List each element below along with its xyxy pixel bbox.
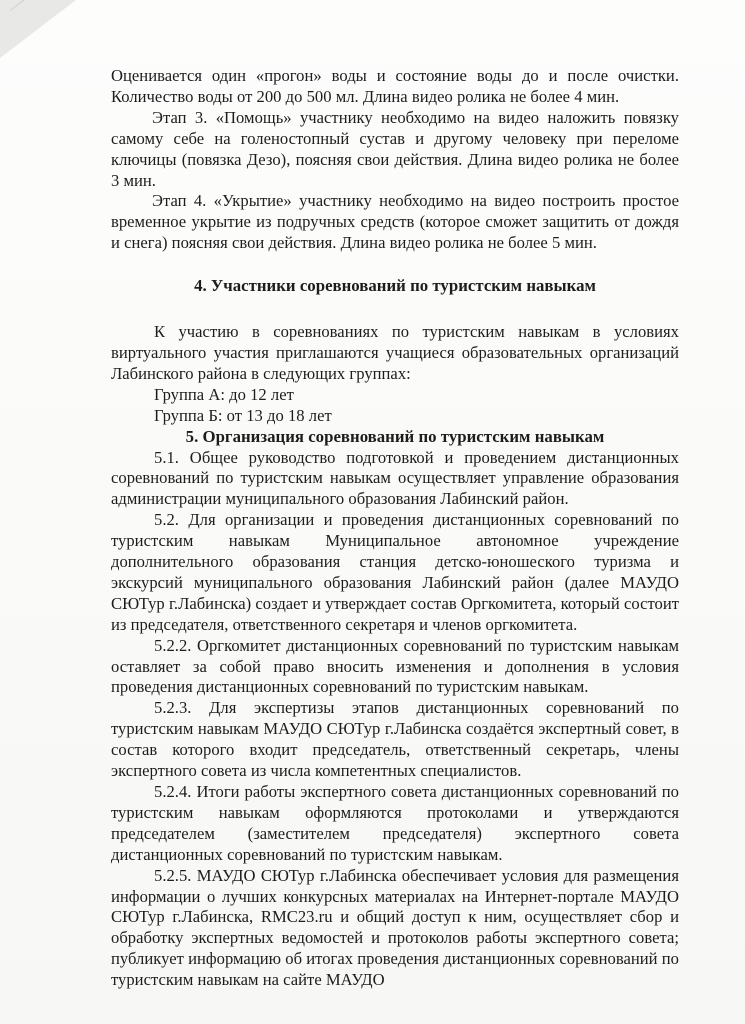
item-5-2-2: 5.2.2. Оргкомитет дистанционных соревнований по туристским навыкам оставляет за собой право вносить изменения и дополнения в условия проведения дистанционных соревнований по туристским навыкам. — [111, 635, 679, 697]
item-5-2-4: 5.2.4. Итоги работы экспертного совета дистанционных соревнований по туристским навыкам оформляются протоколами и утверждаются председателем (заместителем председателя) экспертного совета дистанционных соревнований по туристским навыкам. — [111, 782, 679, 864]
item-5-2: 5.2. Для организации и проведения дистанционных соревнований по туристским навыкам Муниципальное автономное учреждение дополнительного образования станция детско-юношеского туризма и экскурсий муниципального образования Лабинский район (далее МАУДО СЮТур г.Лабинска) создает и утверждает состав Оргкомитета, который состоит из председателя, ответственного секретаря и членов оргкомитета. — [111, 510, 679, 634]
section-4-heading: 4. Участники соревнований по туристским навыкам — [194, 276, 596, 296]
section-5-heading: 5. Организация соревнований по туристским навыкам — [185, 426, 605, 446]
group-b-text: Группа Б: от 13 до 18 лет — [154, 405, 332, 425]
paragraph-stage-3: Этап 3. «Помощь» участнику необходимо на видео наложить повязку самому себе на голеностопный сустав и другому человеку при переломе ключицы (повязка Дезо), поясняя свои действия. Длина видео ролика не более 3 мин. — [111, 107, 679, 190]
item-5-1: 5.1. Общее руководство подготовкой и проведением дистанционных соревнований по туристским навыкам осуществляет управление образования администрации муниципального образования Лабинский район. — [111, 447, 679, 509]
paragraph-stage-4: Этап 4. «Укрытие» участнику необходимо на видео построить простое временное укрытие из подручных средств (которое сможет защитить от дождя и снега) поясняя свои действия. Длина видео ролика не более 5 мин. — [111, 191, 679, 253]
document-text — [111, 66, 679, 991]
paragraph-water-evaluation: Оценивается один «прогон» воды и состояние воды до и после очистки. Количество воды от 200 до 500 мл. Длина видео ролика не более 4 мин. — [111, 66, 679, 106]
item-5-2-3: 5.2.3. Для экспертизы этапов дистанционных соревнований по туристским навыкам МАУДО СЮТур г.Лабинска создаётся экспертный совет, в состав которого входит председатель, ответственный секретарь, члены экспертного совета из числа компетентных специалистов. — [111, 698, 679, 781]
section-4-text: К участию в соревнованиях по туристским навыкам в условиях виртуального участия приглашаются учащиеся образовательных организаций Лабинского района в следующих группах: — [111, 322, 679, 383]
group-a-text: Группа А: до 12 лет — [154, 384, 294, 404]
item-5-2-5: 5.2.5. МАУДО СЮТур г.Лабинска обеспечивает условия для размещения информации о лучших конкурсных материалах на Интернет-портале МАУДО СЮТур г.Лабинска, RMC23.ru и общий доступ к ним, осуществляет сбор и обработку экспертных ведомостей и протоколов работы экспертного совета; публикует информацию об итогах проведения дистанционных соревнований по туристским навыкам на сайте МАУДО — [111, 865, 679, 990]
